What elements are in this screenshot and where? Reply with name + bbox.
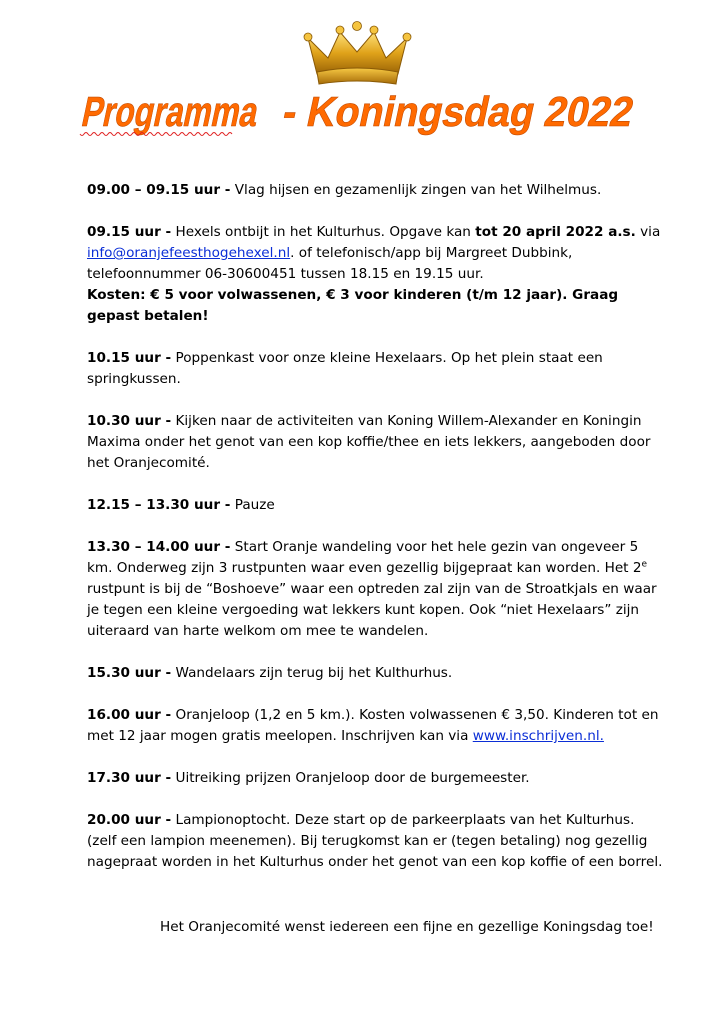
program-item <box>87 705 667 747</box>
description: Wandelaars zijn terug bij het Kulthurhus. <box>171 665 453 681</box>
time: 15.30 uur - <box>87 665 172 681</box>
description: rustpunt is bij de “Boshoeve” waar een optreden zal zijn van de Stroatkjals en waar je tegen een kleine vergoeding wat lekkers kunt kopen. Ook “niet Hexelaars” zijn uiteraard van harte welkom om mee te wandelen. <box>87 581 657 639</box>
program-item <box>87 411 667 474</box>
email-link[interactable]: info@oranjefeesthogehexel.nl <box>87 245 291 261</box>
time: 09.00 – 09.15 uur - <box>87 182 231 198</box>
page-title <box>0 82 722 142</box>
description: Start Oranje wandeling voor het hele gezin van ongeveer 5 km. Onderweg zijn 3 rustpunten waar even gezellig bijgepraat kan worden. Het 2 <box>87 539 642 576</box>
program-item <box>87 663 667 684</box>
description: Kijken naar de activiteiten van Koning Willem-Alexander en Koningin Maxima onder het genot van een kop koffie/thee en iets lekkers, aangeboden door het Oranjecomité. <box>87 413 651 471</box>
description: . of telefonisch/app bij Margreet Dubbink, <box>290 245 573 261</box>
program-item <box>87 768 667 789</box>
title-part-2: - Koningsdag 2022 <box>268 88 664 135</box>
description: telefoonnummer 06-30600451 tussen 18.15 en 19.15 uur. <box>87 266 484 282</box>
superscript: e <box>641 559 648 570</box>
description: Vlag hijsen en gezamenlijk zingen van het Wilhelmus. <box>230 182 602 198</box>
costs: Kosten: € 5 voor volwassenen, € 3 voor kinderen (t/m 12 jaar). Graag gepast betalen! <box>87 287 619 324</box>
time: 16.00 uur - <box>87 707 172 723</box>
time: 17.30 uur - <box>87 770 172 786</box>
description: via <box>635 224 661 240</box>
time: 13.30 – 14.00 uur - <box>87 539 231 555</box>
description: Hexels ontbijt in het Kulturhus. Opgave kan <box>171 224 476 240</box>
program-item <box>87 348 667 390</box>
closing-message: Het Oranjecomité wenst iedereen een fijne en gezellige Koningsdag toe! <box>160 919 654 935</box>
crown-icon <box>300 18 415 88</box>
program-content <box>87 180 667 894</box>
program-item <box>87 180 667 201</box>
description: Poppenkast voor onze kleine Hexelaars. Op het plein staat een springkussen. <box>87 350 603 387</box>
description: Oranjeloop (1,2 en 5 km.). Kosten volwassenen € 3,50. Kinderen tot en met 12 jaar mogen gratis meelopen. Inschrijven kan via <box>87 707 659 744</box>
description: Lampionoptocht. Deze start op de parkeerplaats van het Kulturhus. (zelf een lampion meenemen). Bij terugkomst kan er (tegen betaling) nog gezellig nagepraat worden in het Kulturhus onder het genot van een kop koffie of een borrel. <box>87 812 663 870</box>
program-item <box>87 537 667 642</box>
time: 20.00 uur - <box>87 812 172 828</box>
description: Pauze <box>230 497 275 513</box>
registration-link[interactable]: www.inschrijven.nl. <box>472 728 604 744</box>
time: 12.15 – 13.30 uur - <box>87 497 231 513</box>
program-item <box>87 222 667 327</box>
title-part-1: Programma <box>78 88 322 135</box>
time: 10.30 uur - <box>87 413 172 429</box>
time: 09.15 uur - <box>87 224 172 240</box>
program-item <box>87 495 667 516</box>
description: Uitreiking prijzen Oranjeloop door de burgemeester. <box>171 770 530 786</box>
time: 10.15 uur - <box>87 350 172 366</box>
deadline: tot 20 april 2022 a.s. <box>475 224 636 240</box>
program-item <box>87 810 667 873</box>
